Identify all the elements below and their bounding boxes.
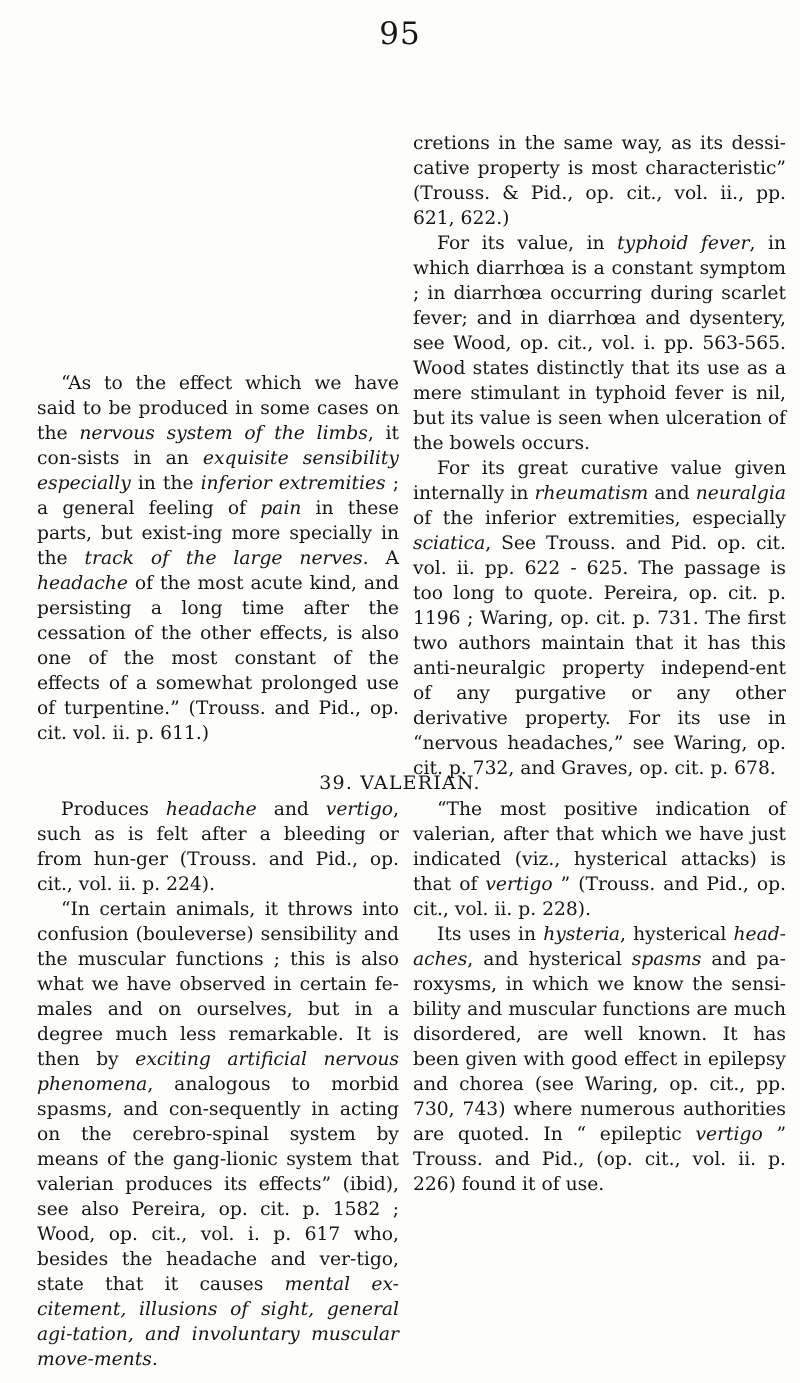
paragraph-valerian-hysteria: Its uses in hysteria, hysterical head-aches, and hysterical spasms and pa-roxysms, in which we know the sensi-bility and muscular functions are much disordered, are well known. It has been given with good effect in epilepsy and chorea (see Waring, op. cit., pp. 730, 743) where numerous authorities are quoted. In “ epileptic vertigo ” Trouss. and Pid., (op. cit., vol. ii. p. 226) found it of use.	[413, 924, 786, 1195]
paragraph-typhoid: For its value, in typhoid fever, in which diarrhœa is a constant symptom ; in diarrhœa occurring during scarlet fever; and in diarrhœa and dysentery, see Wood, op. cit., vol. i. pp. 563-565. Wood states distinctly that its use as a mere stimulant in typhoid fever is nil, but its value is seen when ulceration of the bowels occurs.	[413, 233, 786, 454]
paragraph-valerian-produces: Produces headache and vertigo, such as is felt after a bleeding or from hun-ger (Trouss. and Pid., op. cit., vol. ii. p. 224).	[37, 799, 399, 895]
paragraph-valerian-animals: “In certain animals, it throws into confusion (bouleverse) sensibility and the muscular functions ; this is also what we have observed in certain fe-males and on ourselves, but in a degree much less remarkable. It is then by exciting artificial nervous phenomena, analogous to morbid spasms, and con-sequently in acting on the cerebro-spinal system by means of the gang-lionic system that valerian produces its effects” (ibid), see also Pereira, op. cit. p. 1582 ; Wood, op. cit., vol. i. p. 617 who, besides the headache and ver-tigo, state that it causes mental ex-citement, illusions of sight, general agi-tation, and involuntary muscular move-ments.	[37, 899, 400, 1370]
section-heading-valerian: 39. VALERIAN.	[319, 772, 481, 794]
page-number: 95	[379, 16, 421, 52]
top-left-column	[37, 371, 399, 746]
bottom-left-column	[37, 797, 399, 1372]
paragraph-valerian-indication: “The most positive indication of valerian, after that which we have just indicated (viz., hysterical attacks) is that of vertigo ” (Trouss. and Pid., op. cit., vol. ii. p. 228).	[413, 799, 786, 920]
bottom-right-column	[413, 797, 786, 1197]
paragraph-dessicative: cretions in the same way, as its dessi-cative property is most characteristic” (Trouss. & Pid., op. cit., vol. ii., pp. 621, 622.)	[413, 133, 786, 229]
top-right-column	[413, 131, 786, 781]
paragraph-rheumatism: For its great curative value given internally in rheumatism and neuralgia of the inferior extremities, especially sciatica, See Trouss. and Pid. op. cit. vol. ii. pp. 622 - 625. The passage is too long to quote. Pereira, op. cit. p. 1196 ; Waring, op. cit. p. 731. The first two authors maintain that it has this anti-neuralgic property independ-ent of any purgative or any other derivative property. For its use in “nervous headaches,” see Waring, op. cit. p. 732, and Graves, op. cit. p. 678.	[413, 458, 786, 779]
paragraph-turpentine-effects: “As to the effect which we have said to be produced in some cases on the nervous system of the limbs, it con-sists in an exquisite sensibility especially in the inferior extremities ; a general feeling of pain in these parts, but exist-ing more specially in the track of the large nerves. A headache of the most acute kind, and persisting a long time after the cessation of the other effects, is also one of the most constant of the effects of a somewhat prolonged use of turpentine.” (Trouss. and Pid., op. cit. vol. ii. p. 611.)	[37, 373, 400, 744]
